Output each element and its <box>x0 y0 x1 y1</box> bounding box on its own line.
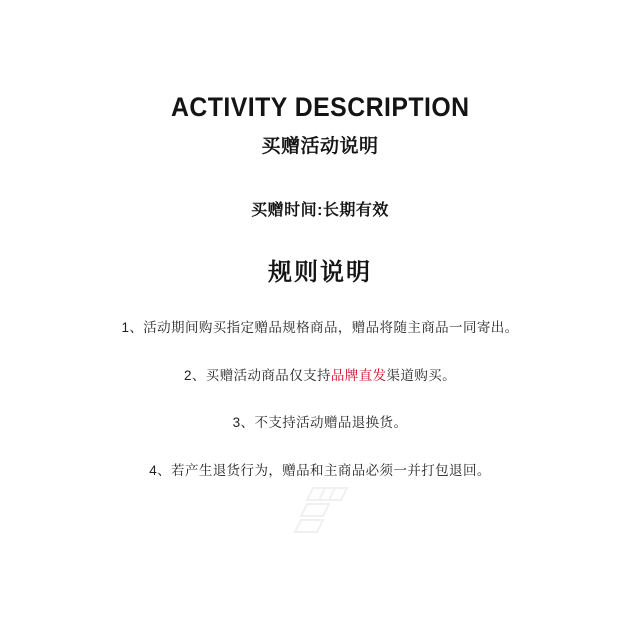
rule-text-post: 渠道购买。 <box>386 367 457 383</box>
rules-list <box>0 317 640 481</box>
rule-text-highlight: 品牌直发 <box>330 367 387 383</box>
activity-period-text: 买赠时间:长期有效 <box>251 202 389 219</box>
rule-text-pre: 2、买赠活动商品仅支持 <box>183 367 331 383</box>
rule-item <box>233 412 408 434</box>
page-title-chinese: 买赠活动说明 <box>261 136 379 157</box>
rule-text-pre: 3、不支持活动赠品退换货。 <box>232 415 408 431</box>
rules-section-heading: 规则说明 <box>268 259 372 286</box>
rule-item <box>184 365 456 387</box>
rule-item <box>149 460 491 482</box>
brand-watermark-icon <box>285 484 355 536</box>
rule-text-pre: 4、若产生退货行为，赠品和主商品必须一并打包退回。 <box>149 462 491 478</box>
rule-item <box>121 317 518 339</box>
rule-text-pre: 1、活动期间购买指定赠品规格商品，赠品将随主商品一同寄出。 <box>121 320 519 335</box>
page-title-english: ACTIVITY DESCRIPTION <box>170 92 470 122</box>
